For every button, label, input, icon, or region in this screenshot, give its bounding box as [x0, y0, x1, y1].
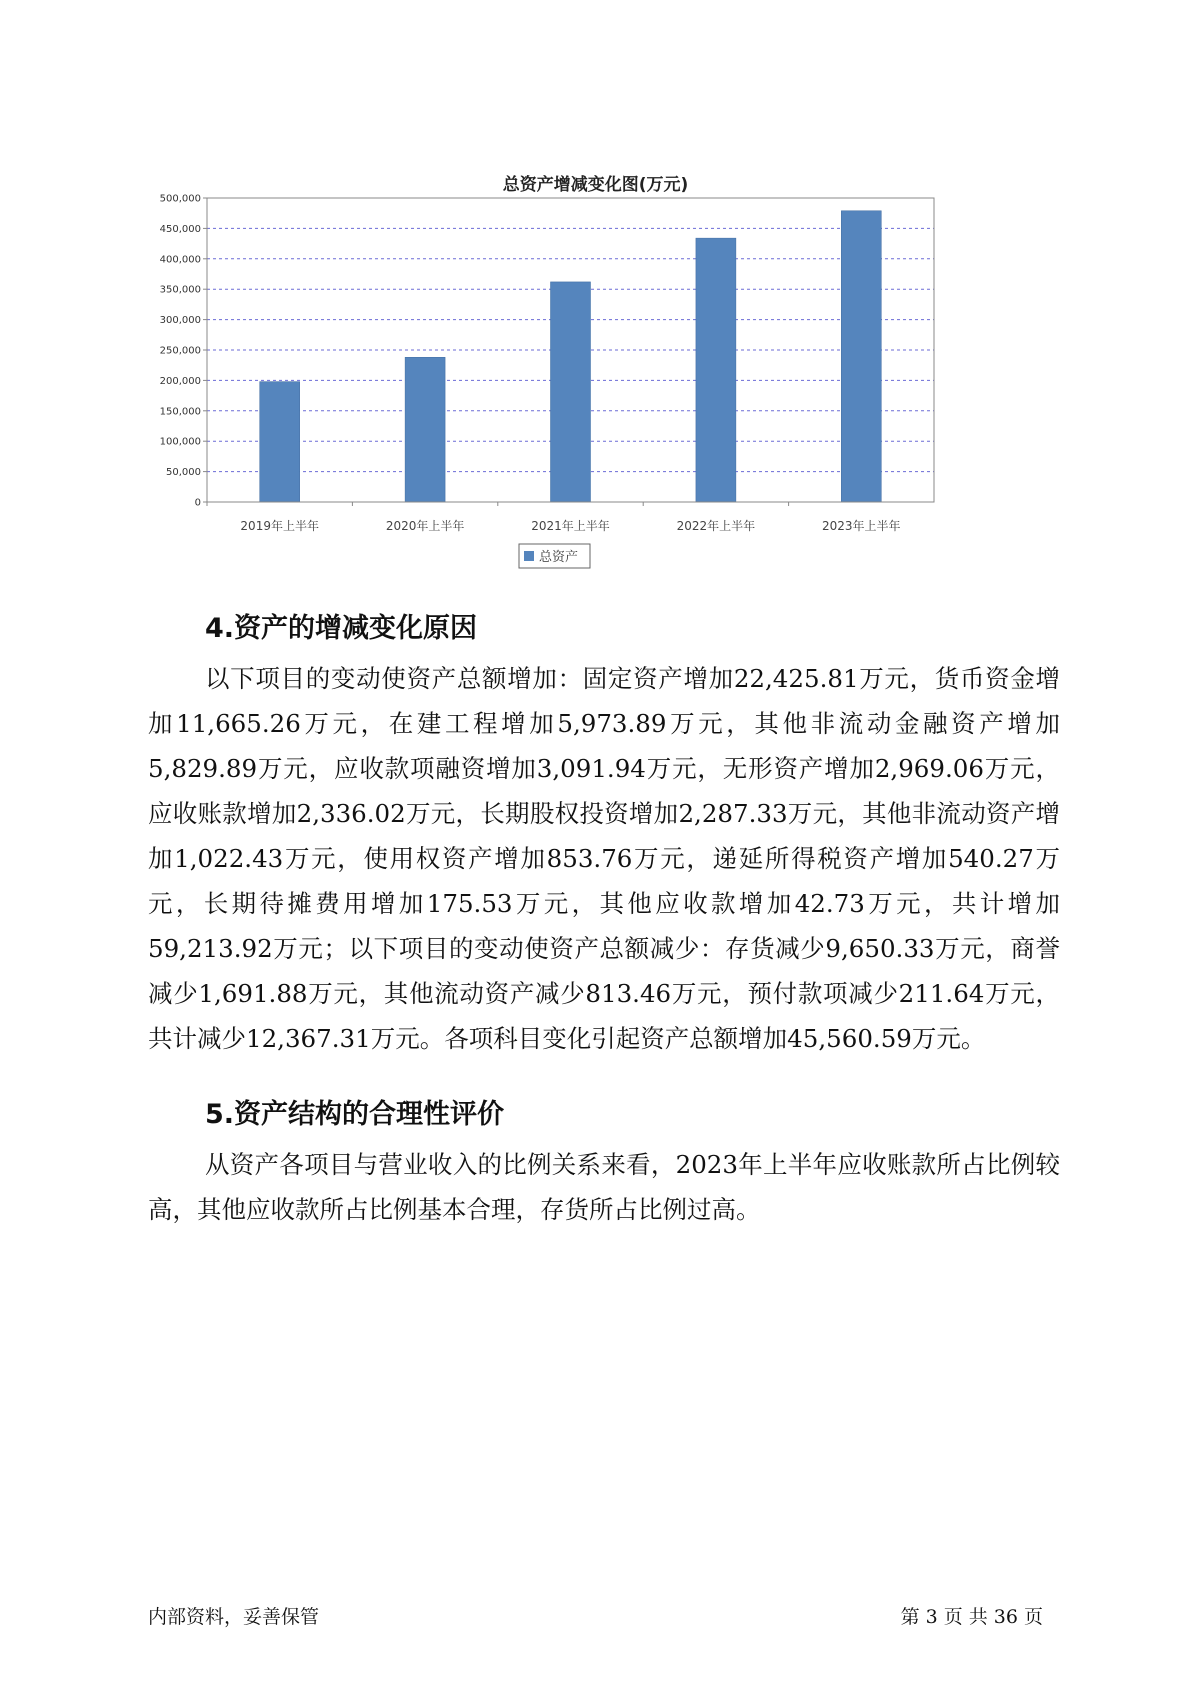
y-tick-label: 0	[194, 497, 201, 509]
y-tick-label: 50,000	[166, 467, 201, 479]
chart-legend	[519, 544, 590, 568]
chart-title: 总资产增减变化图(万元)	[502, 175, 689, 195]
bar	[260, 382, 300, 502]
x-tick-label: 2020年上半年	[385, 519, 465, 533]
bar	[841, 211, 881, 502]
section-heading-asset-structure: 5.资产结构的合理性评价	[205, 1099, 505, 1130]
legend-label: 总资产	[539, 550, 579, 565]
bar-chart	[0, 190, 1191, 590]
y-tick-label: 300,000	[159, 315, 201, 327]
x-tick-label: 2023年上半年	[822, 519, 901, 533]
y-tick-label: 350,000	[159, 284, 201, 296]
y-tick-label: 100,000	[159, 436, 201, 448]
footer-page-number	[895, 1602, 1043, 1629]
total-pages: 共 36 页	[968, 1606, 1043, 1628]
section-heading-asset-change: 4.资产的增减变化原因	[205, 613, 478, 644]
bar	[696, 238, 736, 502]
current-page: 第 3 页	[900, 1606, 963, 1628]
y-tick-label: 250,000	[159, 345, 201, 357]
y-tick-label: 450,000	[159, 223, 201, 235]
chart-bars	[260, 211, 882, 502]
bar	[551, 282, 591, 502]
footer-confidential-note: 内部资料，妥善保管	[148, 1606, 320, 1628]
y-tick-label: 400,000	[159, 254, 201, 266]
bar	[405, 357, 445, 502]
paragraph-asset-structure: 从资产各项目与营业收入的比例关系来看，2023年上半年应收账款所占比例较高，其他应收款所占比例基本合理，存货所占比例过高。	[148, 1150, 1060, 1224]
x-tick-label: 2019年上半年	[240, 519, 319, 533]
y-tick-label: 200,000	[159, 375, 201, 387]
x-tick-label: 2021年上半年	[531, 519, 610, 533]
y-tick-label: 500,000	[159, 193, 201, 205]
paragraph-asset-change: 以下项目的变动使资产总额增加：固定资产增加22,425.81万元，货币资金增加11,665.26万元，在建工程增加5,973.89万元，其他非流动金融资产增加5,829.89万元，应收款项融资增加3,091.94万元，无形资产增加2,969.06万元，应收账款增加2,336.02万元，长期股权投资增加2,287.33万元，其他非流动资产增加1,022.43万元，使用权资产增加853.76万元，递延所得税资产增加540.27万元，长期待摊费用增加175.53万元，其他应收款增加42.73万元，共计增加59,213.92万元；以下项目的变动使资产总额减少：存货减少9,650.33万元，商誉减少1,691.88万元，其他流动资产减少813.46万元，预付款项减少211.64万元，共计减少12,367.31万元。各项科目变化引起资产总额增加45,560.59万元。	[148, 664, 1060, 1053]
x-tick-label: 2022年上半年	[676, 519, 756, 533]
legend-swatch	[524, 551, 534, 561]
x-axis-labels	[207, 502, 901, 533]
y-axis-ticks	[160, 194, 207, 509]
y-tick-label: 150,000	[159, 406, 201, 418]
